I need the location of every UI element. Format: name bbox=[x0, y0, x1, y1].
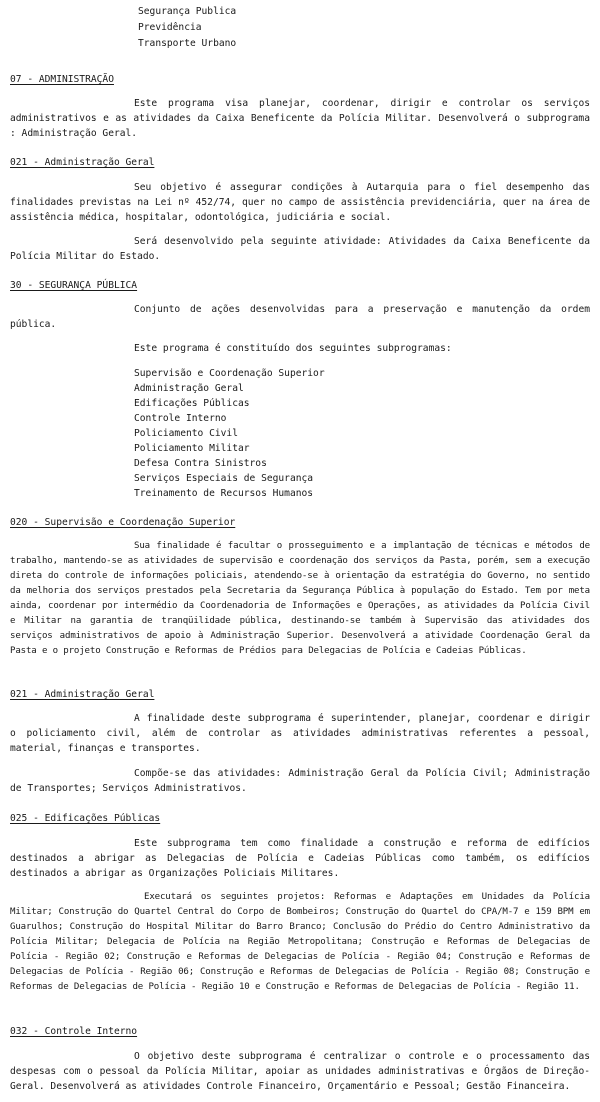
paragraph-text: Compõe-se das atividades: Administração Geral da Polícia Civil; Administração de Transportes; Serviços Administrativos. bbox=[10, 768, 590, 794]
paragraph bbox=[10, 890, 590, 995]
paragraph bbox=[10, 711, 590, 756]
program-item: Previdência bbox=[138, 22, 202, 33]
program-item: Transporte Urbano bbox=[138, 38, 237, 49]
program-item: Segurança Publica bbox=[138, 6, 237, 17]
list-item: Defesa Contra Sinistros bbox=[134, 458, 267, 469]
paragraph-text: Este subprograma tem como finalidade a construção e reforma de edifícios destinados a abrigar as Delegacias de Polícia e Cadeias Públicas como também, os edifícios destinados a abrigar as Organizações Policiais Militares. bbox=[10, 838, 590, 879]
section-heading: 021 - Administração Geral bbox=[10, 689, 155, 700]
section-heading: 021 - Administração Geral bbox=[10, 157, 155, 168]
paragraph-text: Seu objetivo é assegurar condições à Autarquia para o fiel desempenho das finalidades previstas na Lei nº 452/74, quer no campo de assistência previdenciária, quer na área de assistência médica, hospitalar, odontológica, judiciária e social. bbox=[10, 182, 590, 223]
section-heading: 020 - Supervisão e Coordenação Superior bbox=[10, 517, 236, 528]
section-heading: 025 - Edificações Públicas bbox=[10, 813, 161, 824]
paragraph-text: Executará os seguintes projetos: Reformas e Adaptações em Unidades da Polícia Militar; Construção do Quartel Central do Corpo de Bombeiros; Construção do Quartel do CPA/M-7 e 159 BPM em Guarulhos; Construção do Hospital Militar do Barro Branco; Conclusão do Prédio do Centro Administrativo da Polícia Militar; Delegacia de Polícia na Região Metropolitana; Construção e Reformas de Delegacias de Polícia - Região 02; Construção e Reformas de Delegacias de Polícia - Região 04; Construção e Reformas de Delegacias de Polícia - Região 06; Construção e Reformas de Delegacias de Polícia - Região 08; Construção e Reformas de Delegacias de Polícia - Região 10 e Construção e Reformas de Delegacias de Polícia - Região 11. bbox=[10, 892, 590, 992]
paragraph-text: Este programa visa planejar, coordenar, dirigir e controlar os serviços administrativos e as atividades da Caixa Beneficente da Polícia Militar. Desenvolverá o subprograma : Administração Geral. bbox=[10, 98, 590, 139]
section-heading: 07 - ADMINISTRAÇÃO bbox=[10, 74, 114, 85]
paragraph-text: Conjunto de ações desenvolvidas para a preservação e manutenção da ordem pública. bbox=[10, 304, 590, 330]
list-item: Treinamento de Recursos Humanos bbox=[134, 488, 314, 499]
paragraph-text: O objetivo deste subprograma é centralizar o controle e o processamento das despesas com o pessoal da Polícia Militar, apoiar as unidades administrativas e Órgãos de Direção-Geral. Desenvolverá as atividades Controle Financeiro, Orçamentário e Pessoal; Gestão Financeira. bbox=[10, 1051, 590, 1092]
list-item: Serviços Especiais de Segurança bbox=[134, 473, 314, 484]
list-item: Edificações Públicas bbox=[134, 398, 250, 409]
section-heading: 032 - Controle Interno bbox=[10, 1026, 138, 1037]
paragraph bbox=[10, 302, 590, 332]
list-item: Administração Geral bbox=[134, 383, 244, 394]
list-item: Policiamento Civil bbox=[134, 428, 238, 439]
program-list bbox=[138, 4, 236, 52]
paragraph-text: A finalidade deste subprograma é superintender, planejar, coordenar e dirigir o policiamento civil, além de controlar as atividades administrativas referentes a pessoal, material, finanças e transportes. bbox=[10, 713, 590, 754]
paragraph bbox=[10, 96, 590, 141]
paragraph bbox=[10, 1049, 590, 1094]
paragraph-text: Sua finalidade é facultar o prosseguimento e a implantação de técnicas e métodos de trabalho, mantendo-se as atividades de supervisão e coordenação dos serviços da Pasta, porém, sem a execução direta do controle de informações policiais, atendendo-se à orientação da estratégia do Governo, no sentido da melhoria dos serviços prestados pela Secretaria da Segurança Pública à população do Estado. Tem por meta ainda, coordenar por intermédio da Coordenadoria de Informações e Operações, as atividades da Polícia Civil e Militar na garantia de tranqüilidade pública, destinando-se também à Supervisão das atividades dos serviços administrativos de apoio à Administração Superior. Desenvolverá a atividade Coordenação Geral da Pasta e o projeto Construção e Reformas de Prédios para Delegacias de Polícia e Cadeias Públicas. bbox=[10, 541, 590, 656]
section-heading: 30 - SEGURANÇA PÚBLICA bbox=[10, 280, 138, 291]
paragraph bbox=[10, 341, 590, 356]
list-item: Policiamento Militar bbox=[134, 443, 250, 454]
list-item: Controle Interno bbox=[134, 413, 227, 424]
paragraph-text: Será desenvolvido pela seguinte atividade: Atividades da Caixa Beneficente da Polícia Militar do Estado. bbox=[10, 236, 590, 262]
paragraph bbox=[10, 234, 590, 264]
list-item: Supervisão e Coordenação Superior bbox=[134, 368, 325, 379]
paragraph bbox=[10, 836, 590, 881]
subprogram-list bbox=[134, 366, 325, 501]
paragraph bbox=[10, 766, 590, 796]
paragraph-text: Este programa é constituído dos seguintes subprogramas: bbox=[134, 343, 452, 354]
paragraph bbox=[10, 539, 590, 659]
paragraph bbox=[10, 180, 590, 225]
